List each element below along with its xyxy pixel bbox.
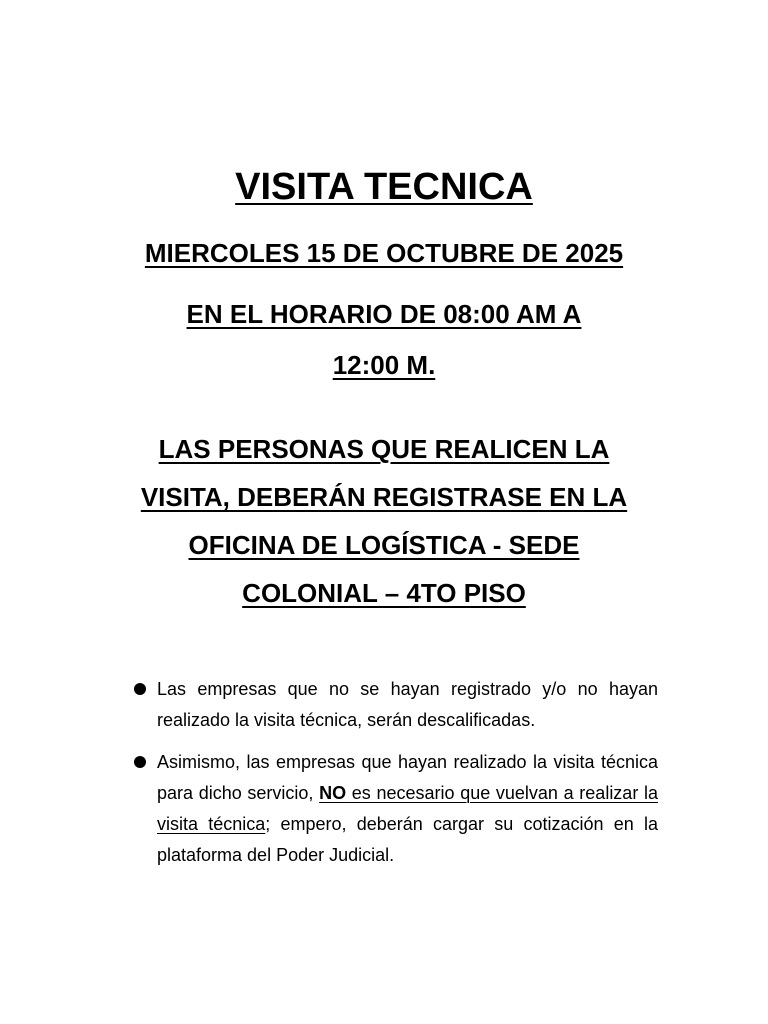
notice-text-2: VISITA, DEBERÁN REGISTRASE EN LA bbox=[140, 482, 628, 512]
visit-time-line-2 bbox=[0, 348, 768, 382]
registration-notice-line-2 bbox=[0, 480, 768, 514]
document-title bbox=[0, 164, 768, 210]
visit-date bbox=[0, 236, 768, 270]
bullet-2-suffix: ; empero, deberán cargar su cotización en la plataforma del Poder Judicial. bbox=[157, 814, 658, 865]
title-text: VISITA TECNICA bbox=[235, 166, 533, 208]
registration-notice-line-4 bbox=[0, 576, 768, 610]
list-item bbox=[130, 674, 658, 736]
bullet-text-1: Las empresas que no se hayan registrado y/o no hayan realizado la visita técnica, serán descalificadas. bbox=[157, 679, 658, 730]
notice-text-3: OFICINA DE LOGÍSTICA - SEDE bbox=[188, 530, 580, 560]
bullet-2-emphasis-bold: NO bbox=[319, 783, 347, 803]
list-item bbox=[130, 747, 658, 871]
notice-text-4: COLONIAL – 4TO PISO bbox=[242, 578, 526, 608]
visit-time-line-1 bbox=[0, 297, 768, 331]
bullet-2-emphasis-rest: es necesario que vuelvan a realizar la visita técnica bbox=[157, 783, 659, 834]
bullet-2-prefix: Asimismo, las empresas que hayan realizado la visita técnica para dicho servicio, bbox=[157, 752, 658, 803]
date-text: MIERCOLES 15 DE OCTUBRE DE 2025 bbox=[144, 238, 624, 268]
bullet-text-2 bbox=[157, 747, 658, 871]
bullet-list bbox=[130, 674, 658, 882]
bullet-icon bbox=[134, 756, 146, 768]
time-text-2: 12:00 M. bbox=[332, 350, 436, 380]
time-text-1: EN EL HORARIO DE 08:00 AM A bbox=[186, 299, 582, 329]
bullet-icon bbox=[134, 683, 146, 695]
registration-notice-line-1 bbox=[0, 432, 768, 466]
notice-text-1: LAS PERSONAS QUE REALICEN LA bbox=[158, 434, 610, 464]
registration-notice-line-3 bbox=[0, 528, 768, 562]
